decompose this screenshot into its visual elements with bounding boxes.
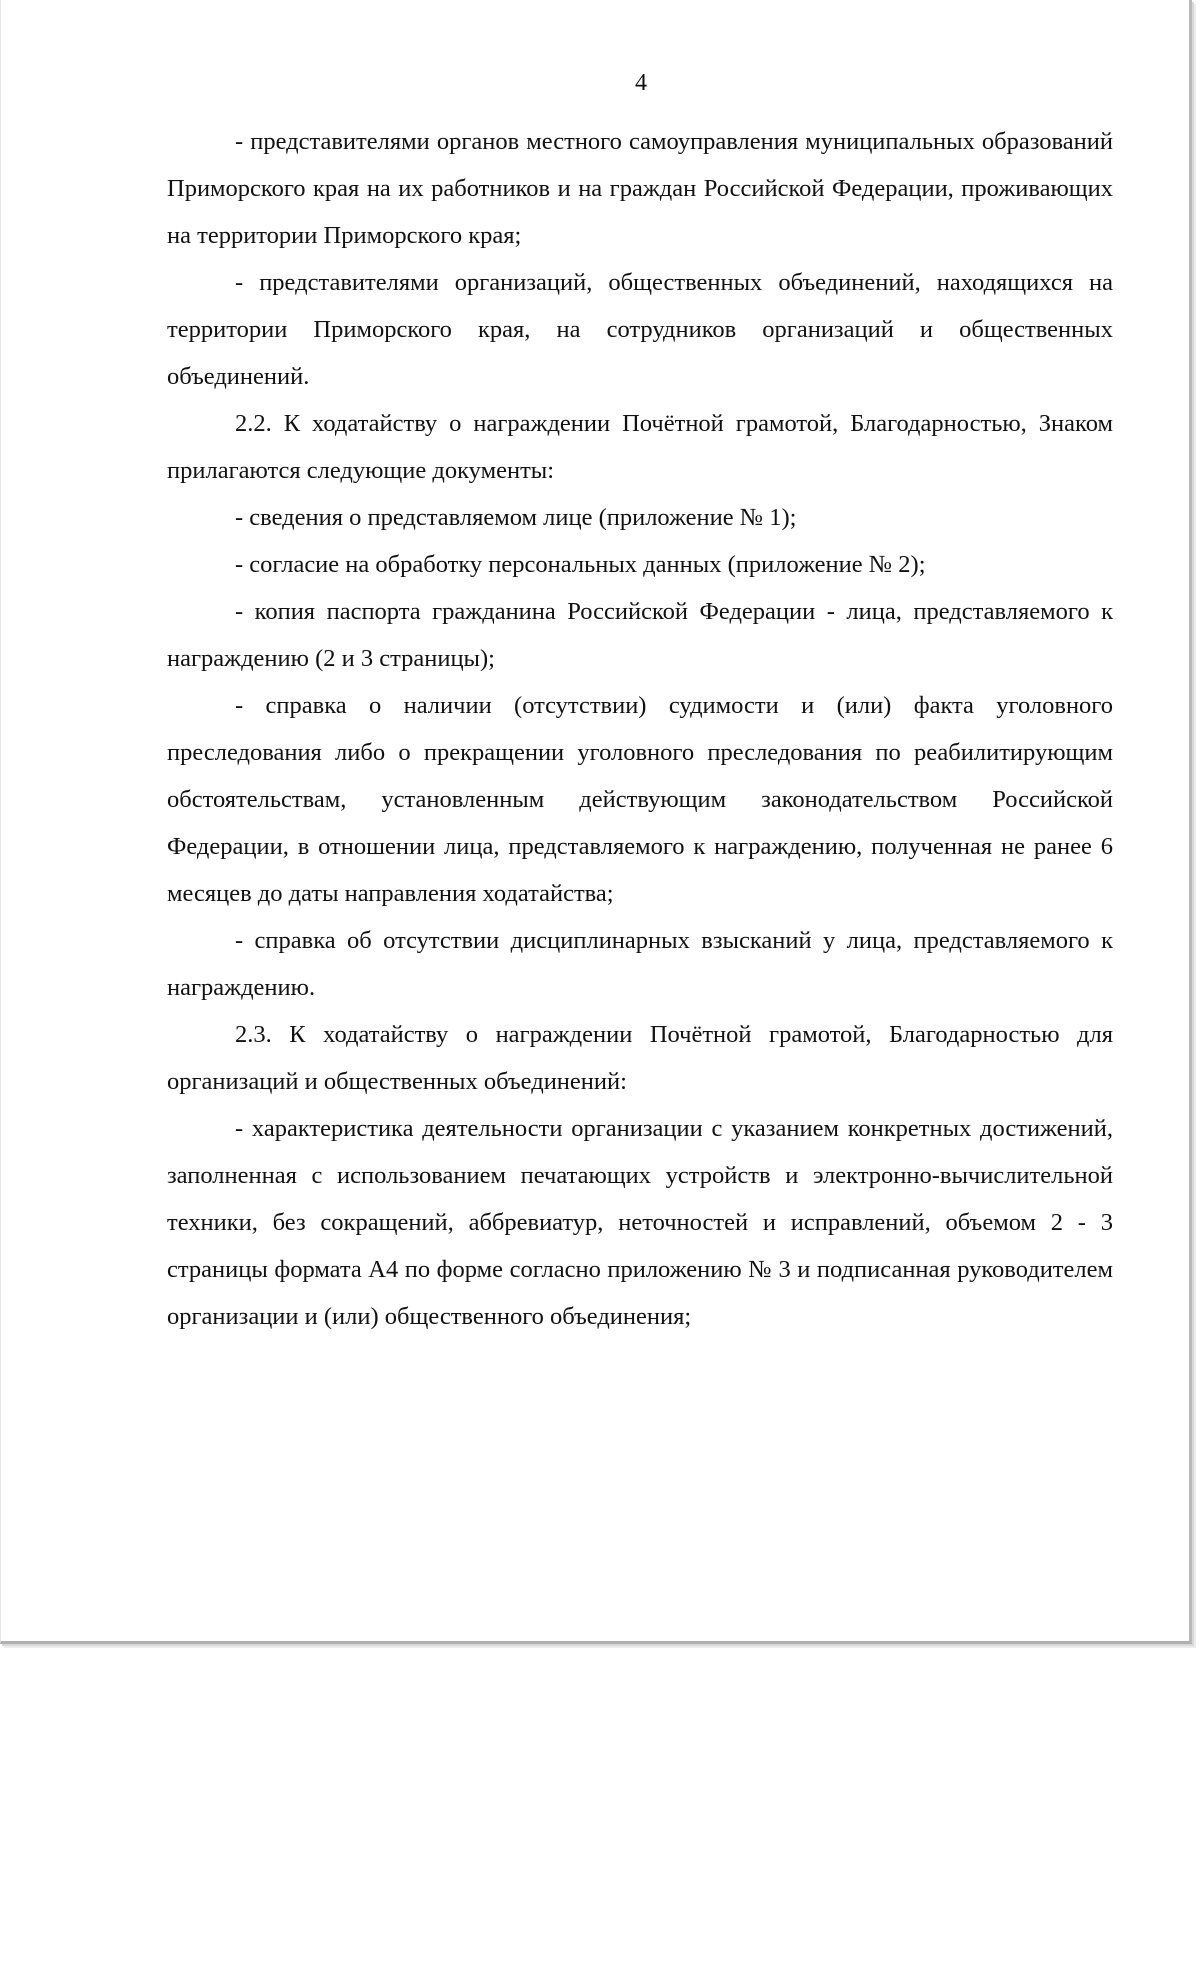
paragraph-organization-representatives: - представителями организаций, общественных объединений, находящихся на территории Приморского края, на сотрудников организаций и общественных объединений. <box>167 269 1113 390</box>
list-item-criminal-record-certificate: - справка о наличии (отсутствии) судимости и (или) факта уголовного преследования либо о прекращении уголовного преследования по реабилитирующим обстоятельствам, установленным действующим законодательством Российской Федерации, в отношении лица, представляемого к награждению, полученная не ранее 6 месяцев до даты направления ходатайства; <box>167 692 1113 907</box>
list-item-person-info: - сведения о представляемом лице (приложение № 1); <box>235 504 797 531</box>
list-item-disciplinary-certificate: - справка об отсутствии дисциплинарных взысканий у лица, представляемого к награждению. <box>167 927 1113 1001</box>
paragraph-section-2-3: 2.3. К ходатайству о награждении Почётной грамотой, Благодарностью для организаций и общественных объединений: <box>167 1021 1113 1095</box>
document-body <box>167 118 1113 1340</box>
list-item-passport-copy: - копия паспорта гражданина Российской Федерации - лица, представляемого к награждению (2 и 3 страницы); <box>167 598 1113 672</box>
page-number: 4 <box>635 70 647 96</box>
paragraph-section-2-2: 2.2. К ходатайству о награждении Почётной грамотой, Благодарностью, Знаком прилагаются следующие документы: <box>167 410 1113 484</box>
list-item-organization-characteristics: - характеристика деятельности организации с указанием конкретных достижений, заполненная с использованием печатающих устройств и электронно-вычислительной техники, без сокращений, аббревиатур, неточностей и исправлений, объемом 2 - 3 страницы формата А4 по форме согласно приложению № 3 и подписанная руководителем организации и (или) общественного объединения; <box>167 1115 1113 1330</box>
paragraph-local-government-representatives: - представителями органов местного самоуправления муниципальных образований Приморского края на их работников и на граждан Российской Федерации, проживающих на территории Приморского края; <box>167 128 1113 249</box>
list-item-personal-data-consent: - согласие на обработку персональных данных (приложение № 2); <box>235 551 926 578</box>
